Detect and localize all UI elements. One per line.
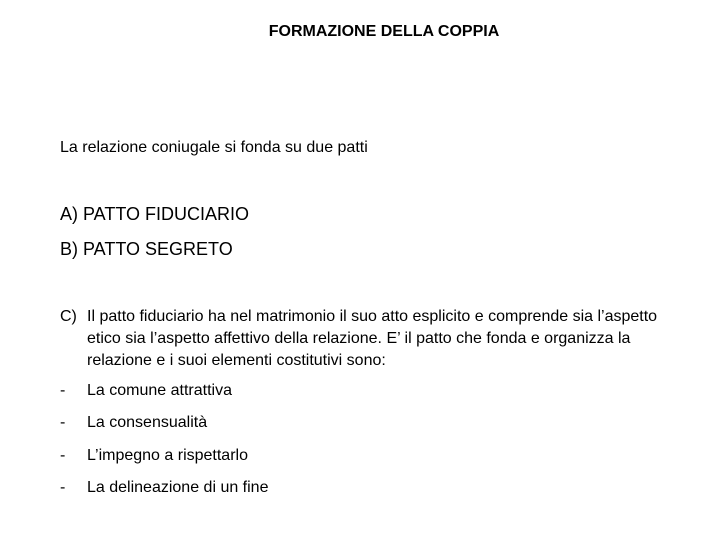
intro-text: La relazione coniugale si fonda su due patti [60,139,368,156]
list-item-text: L’impegno a rispettarlo [87,446,248,464]
pact-a-heading: A) PATTO FIDUCIARIO [60,204,250,224]
list-dash: - [60,382,66,399]
list-dash: - [60,446,66,464]
list-item [60,412,620,434]
list-item [60,445,620,467]
constitutive-elements-list [60,380,620,509]
pact-b-heading: B) PATTO SEGRETO [60,239,233,259]
list-item [60,477,620,499]
list-item-text: La consensualità [87,414,208,432]
list-item-text: La comune attrattiva [87,382,232,399]
pact-c-marker: C) [60,308,77,325]
slide-title: FORMAZIONE DELLA COPPIA [268,23,500,40]
pact-c-text: Il patto fiduciario ha nel matrimonio il suo atto esplicito e comprende sia l’aspetto etico sia l’aspetto affettivo della relazione. E’ il patto che fonda e organizza la relazione e i suoi elementi costitutivi sono: [87,308,658,369]
list-item-text: La delineazione di un fine [87,478,269,496]
pact-c-paragraph [60,306,660,372]
list-item [60,380,620,402]
list-dash: - [60,414,66,432]
list-dash: - [60,478,66,496]
